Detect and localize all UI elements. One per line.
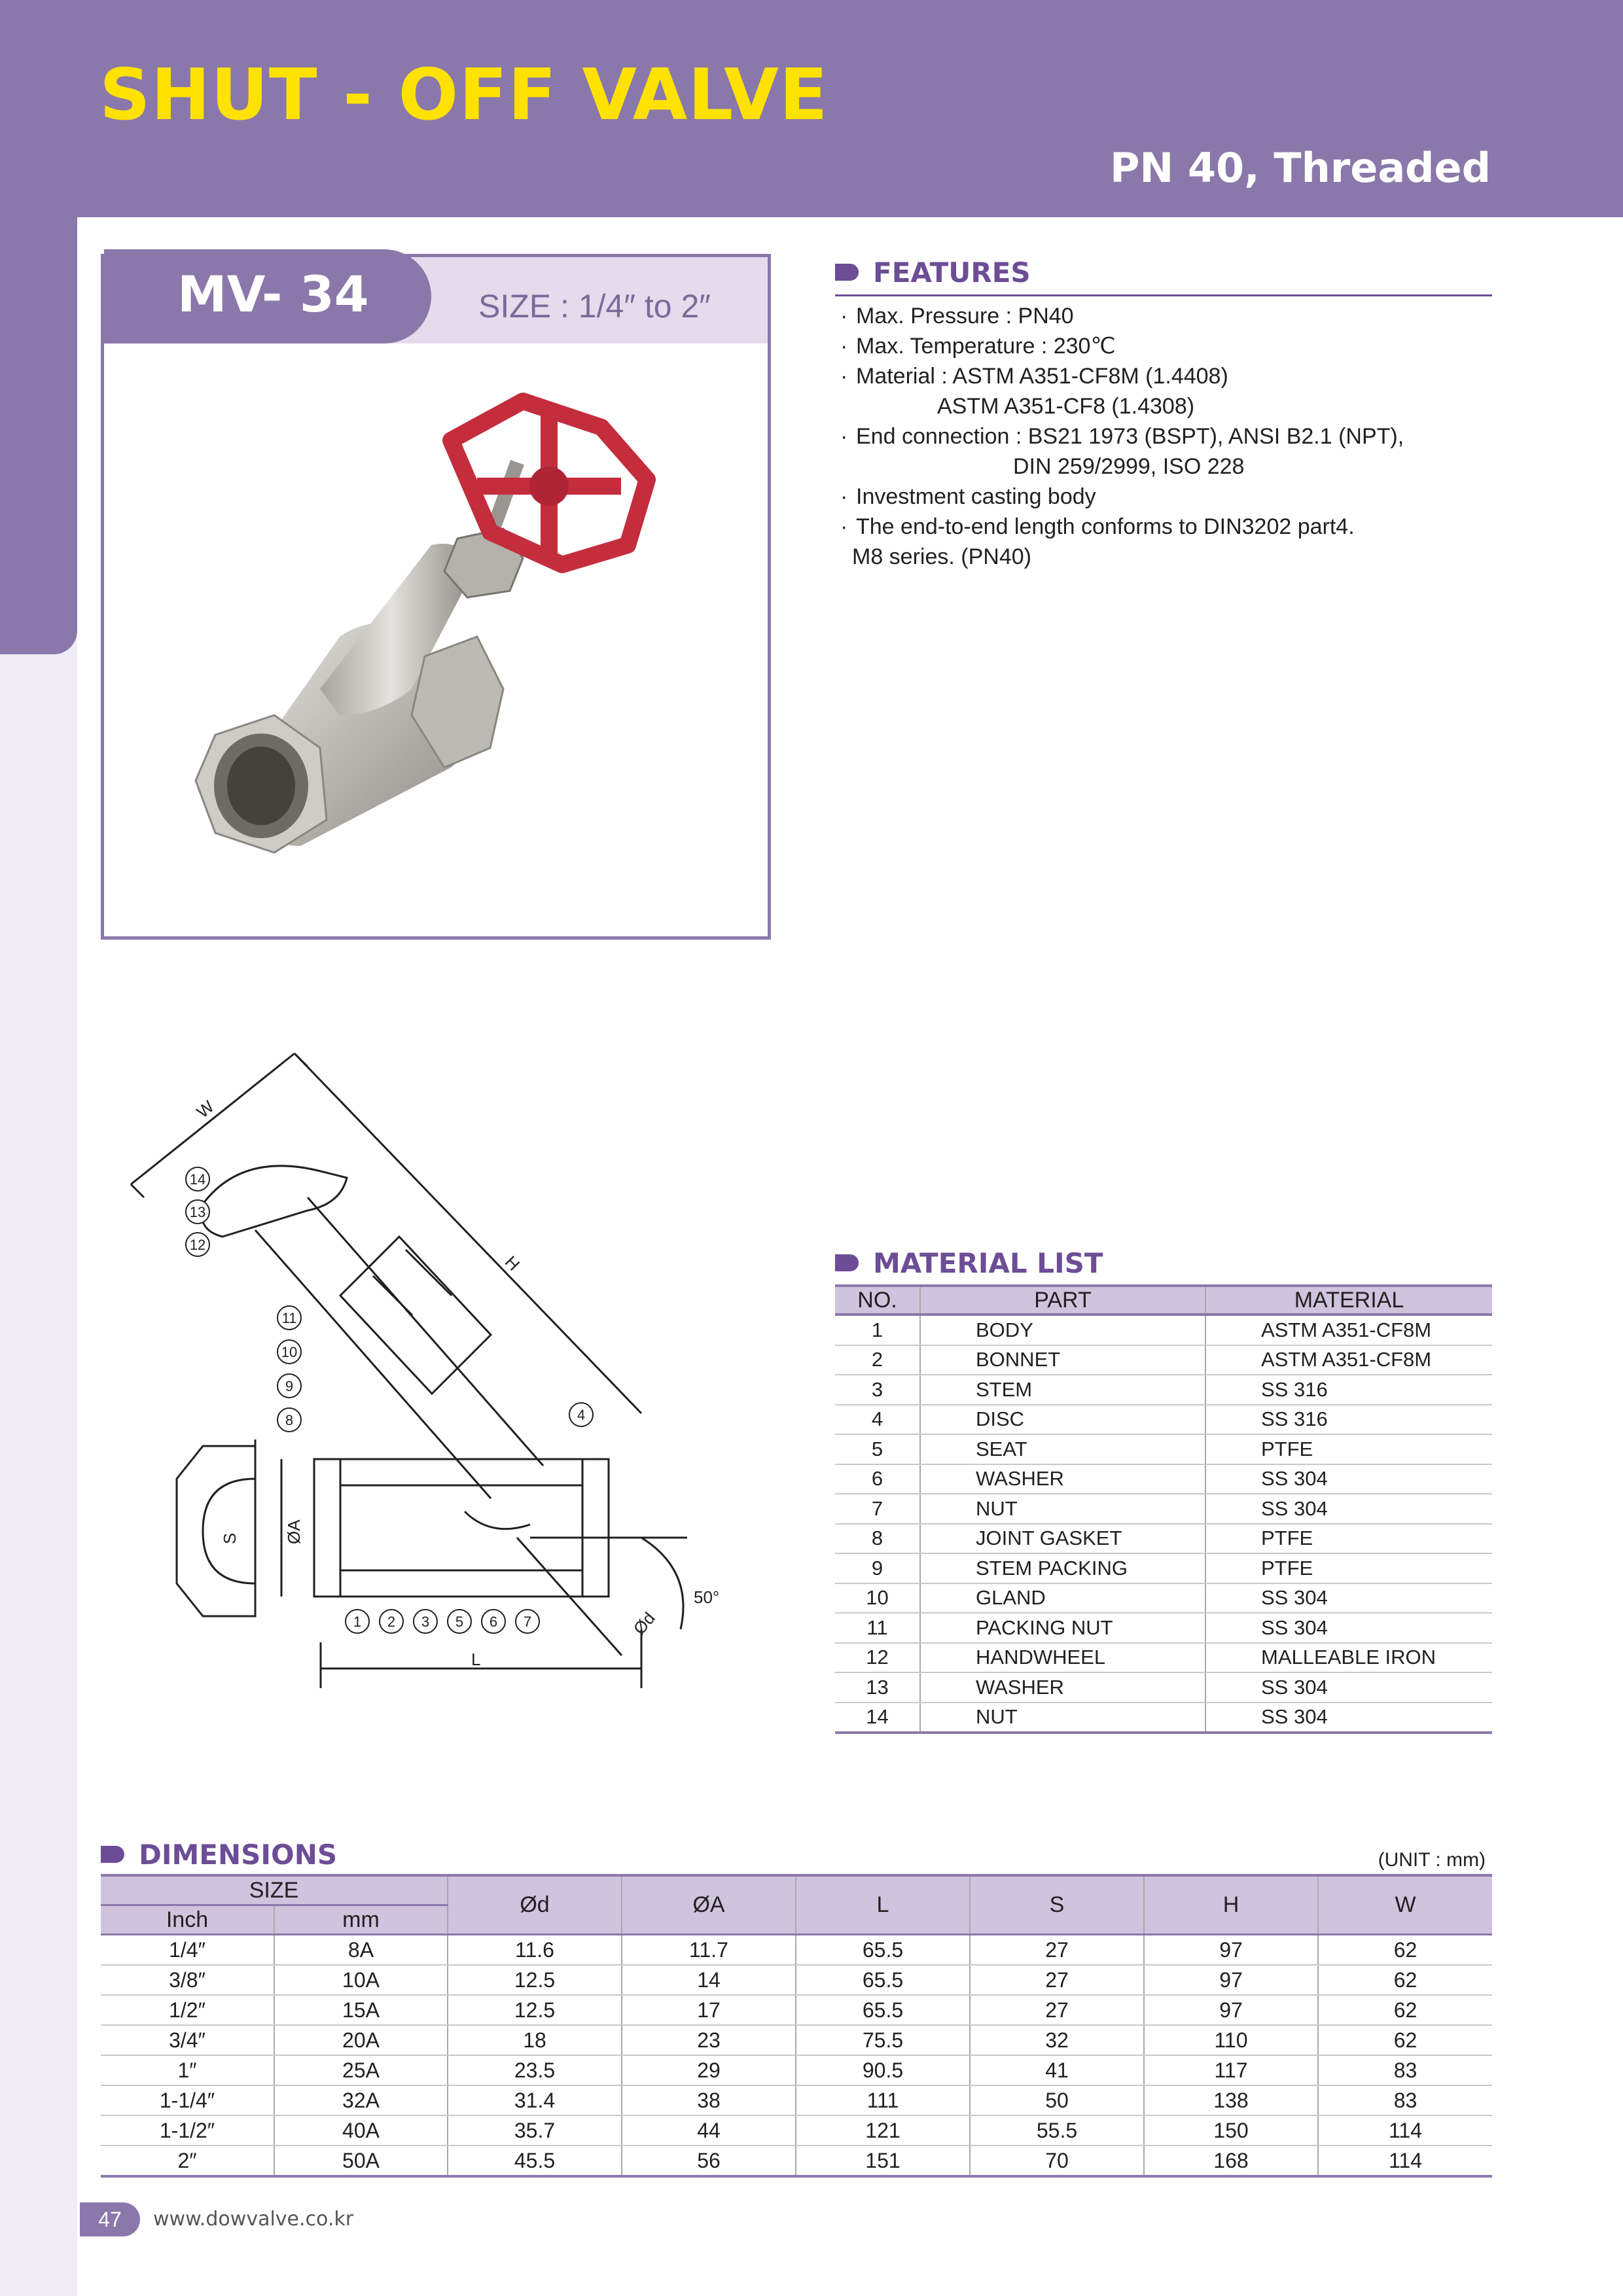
- svg-text:8: 8: [285, 1412, 294, 1428]
- feature-line: · Material : ASTM A351-CF8M (1.4408): [840, 364, 1228, 389]
- material-cell-material: ASTM A351-CF8M: [1205, 1345, 1492, 1375]
- callout-1: [346, 1610, 369, 1633]
- dimension-cell: 27: [970, 1965, 1144, 1995]
- dimension-cell: 151: [796, 2146, 970, 2176]
- dimension-cell: 56: [622, 2146, 796, 2176]
- dimension-cell: 18: [448, 2025, 622, 2055]
- svg-text:11: 11: [281, 1310, 297, 1326]
- material-cell-no: 8: [835, 1524, 920, 1554]
- material-cell-part: BONNET: [920, 1345, 1205, 1375]
- svg-text:9: 9: [285, 1378, 294, 1394]
- svg-text:10: 10: [281, 1344, 298, 1360]
- material-row: [835, 1583, 1492, 1614]
- dimension-cell: 40A: [274, 2115, 448, 2146]
- dim-h-label: H: [501, 1252, 524, 1275]
- material-row: [835, 1672, 1492, 1703]
- dimension-cell: 1/2″: [101, 1995, 274, 2025]
- col-w: W: [1318, 1875, 1492, 1935]
- material-cell-no: 3: [835, 1375, 920, 1405]
- material-row: [835, 1405, 1492, 1435]
- material-cell-no: 1: [835, 1315, 920, 1345]
- callout-10: [277, 1340, 301, 1364]
- dimension-row: [101, 2146, 1492, 2176]
- callout-13: [186, 1200, 209, 1224]
- feature-line: · End connection : BS21 1973 (BSPT), ANSI B2.1 (NPT),: [840, 424, 1404, 449]
- svg-text:14: 14: [189, 1171, 206, 1188]
- dimension-cell: 168: [1144, 2146, 1318, 2176]
- dimension-cell: 32A: [274, 2085, 448, 2115]
- unit-note: (UNIT : mm): [1378, 1849, 1486, 1871]
- feature-line: DIN 259/2999, ISO 228: [1013, 454, 1245, 479]
- svg-text:13: 13: [189, 1204, 206, 1220]
- material-cell-material: MALLEABLE IRON: [1205, 1643, 1492, 1673]
- dim-s-label: S: [220, 1532, 240, 1544]
- section-bullet-icon: [835, 1254, 859, 1271]
- material-cell-part: STEM PACKING: [920, 1553, 1205, 1583]
- dimension-cell: 29: [622, 2055, 796, 2085]
- dimension-cell: 62: [1318, 1935, 1492, 1966]
- website-url: www.dowvalve.co.kr: [153, 2208, 354, 2231]
- dimension-cell: 17: [622, 1995, 796, 2025]
- material-cell-no: 11: [835, 1613, 920, 1643]
- dimension-cell: 3/8″: [101, 1965, 274, 1995]
- dim-angle-label: 50°: [694, 1587, 720, 1607]
- model-pill: [104, 249, 431, 344]
- material-cell-part: NUT: [920, 1494, 1205, 1524]
- dimension-cell: 55.5: [970, 2115, 1144, 2146]
- dimension-cell: 1-1/4″: [101, 2085, 274, 2115]
- material-cell-no: 13: [835, 1672, 920, 1703]
- col-a: ØA: [622, 1875, 796, 1935]
- dimension-cell: 35.7: [448, 2115, 622, 2146]
- material-cell-material: SS 304: [1205, 1613, 1492, 1643]
- material-table: [835, 1284, 1492, 1734]
- material-row: [835, 1315, 1492, 1345]
- dimension-cell: 1-1/2″: [101, 2115, 274, 2146]
- dim-d-label: Ød: [629, 1608, 659, 1638]
- material-list-heading: MATERIAL LIST: [835, 1247, 1103, 1279]
- svg-text:7: 7: [523, 1614, 532, 1630]
- dimension-cell: 121: [796, 2115, 970, 2146]
- material-cell-material: SS 304: [1205, 1583, 1492, 1614]
- material-cell-part: WASHER: [920, 1672, 1205, 1703]
- col-inch: Inch: [101, 1905, 274, 1935]
- dimension-cell: 45.5: [448, 2146, 622, 2176]
- material-cell-part: GLAND: [920, 1583, 1205, 1614]
- material-cell-no: 2: [835, 1345, 920, 1375]
- dimension-cell: 27: [970, 1995, 1144, 2025]
- dimension-cell: 14: [622, 1965, 796, 1995]
- dimension-cell: 23: [622, 2025, 796, 2055]
- material-row: [835, 1703, 1492, 1733]
- material-cell-part: WASHER: [920, 1464, 1205, 1494]
- dimension-cell: 150: [1144, 2115, 1318, 2146]
- dimension-cell: 20A: [274, 2025, 448, 2055]
- dim-l-label: L: [471, 1650, 481, 1669]
- dimension-cell: 114: [1318, 2146, 1492, 2176]
- dimension-cell: 23.5: [448, 2055, 622, 2085]
- material-cell-part: SEAT: [920, 1434, 1205, 1464]
- material-cell-part: NUT: [920, 1703, 1205, 1733]
- dimension-cell: 50: [970, 2085, 1144, 2115]
- dimension-cell: 44: [622, 2115, 796, 2146]
- callout-2: [380, 1610, 403, 1633]
- page-subtitle: PN 40, Threaded: [1109, 144, 1491, 192]
- section-bullet-icon: [835, 264, 859, 281]
- material-row: [835, 1524, 1492, 1554]
- dimension-row: [101, 1935, 1492, 1966]
- material-cell-no: 7: [835, 1494, 920, 1524]
- valve-cross-section-drawing: [124, 1040, 726, 1695]
- dimension-cell: 117: [1144, 2055, 1318, 2085]
- feature-line: · Investment casting body: [840, 484, 1096, 509]
- material-cell-part: PACKING NUT: [920, 1613, 1205, 1643]
- dimension-cell: 31.4: [448, 2085, 622, 2115]
- dimension-cell: 11.6: [448, 1935, 622, 1966]
- material-cell-no: 5: [835, 1434, 920, 1464]
- col-h: H: [1144, 1875, 1318, 1935]
- svg-text:12: 12: [189, 1237, 206, 1253]
- material-cell-material: SS 316: [1205, 1405, 1492, 1435]
- material-cell-no: 14: [835, 1703, 920, 1733]
- dim-a-label: ØA: [284, 1519, 304, 1544]
- dimension-cell: 12.5: [448, 1995, 622, 2025]
- callout-14: [186, 1167, 209, 1191]
- dimension-cell: 75.5: [796, 2025, 970, 2055]
- dimension-cell: 8A: [274, 1935, 448, 1966]
- material-row: [835, 1345, 1492, 1375]
- dimension-cell: 70: [970, 2146, 1144, 2176]
- material-table-header: [835, 1286, 1492, 1315]
- material-cell-part: DISC: [920, 1405, 1205, 1435]
- material-cell-no: 9: [835, 1553, 920, 1583]
- dimension-cell: 97: [1144, 1995, 1318, 2025]
- dimension-cell: 62: [1318, 1995, 1492, 2025]
- dimension-cell: 41: [970, 2055, 1144, 2085]
- callout-11: [277, 1306, 301, 1330]
- features-heading: FEATURES: [835, 256, 1031, 289]
- svg-text:1: 1: [353, 1614, 362, 1630]
- material-cell-no: 6: [835, 1464, 920, 1494]
- col-part: PART: [920, 1286, 1205, 1315]
- col-size: SIZE: [101, 1875, 448, 1905]
- material-cell-material: SS 316: [1205, 1375, 1492, 1405]
- dimension-cell: 83: [1318, 2055, 1492, 2085]
- feature-line: · Max. Temperature : 230℃: [840, 334, 1116, 359]
- material-cell-no: 4: [835, 1405, 920, 1435]
- dimension-cell: 138: [1144, 2085, 1318, 2115]
- material-cell-material: SS 304: [1205, 1464, 1492, 1494]
- dimension-row: [101, 2025, 1492, 2055]
- page-number: 47: [80, 2202, 140, 2236]
- material-row: [835, 1643, 1492, 1673]
- dimension-cell: 12.5: [448, 1965, 622, 1995]
- dimension-row: [101, 2055, 1492, 2085]
- model-number: MV- 34: [177, 265, 369, 323]
- features-rule: [835, 294, 1492, 296]
- section-bullet-icon: [101, 1846, 124, 1863]
- material-cell-material: PTFE: [1205, 1553, 1492, 1583]
- material-cell-material: PTFE: [1205, 1524, 1492, 1554]
- material-cell-part: BODY: [920, 1315, 1205, 1345]
- dimension-row: [101, 1965, 1492, 1995]
- dimension-cell: 10A: [274, 1965, 448, 1995]
- material-row: [835, 1375, 1492, 1405]
- callout-3: [414, 1610, 437, 1633]
- dimension-cell: 83: [1318, 2085, 1492, 2115]
- dimension-cell: 65.5: [796, 1995, 970, 2025]
- dimension-cell: 97: [1144, 1965, 1318, 1995]
- dimension-cell: 27: [970, 1935, 1144, 1966]
- col-no: NO.: [835, 1286, 920, 1315]
- material-row: [835, 1613, 1492, 1643]
- svg-text:4: 4: [577, 1407, 586, 1423]
- callout-7: [516, 1610, 539, 1633]
- dimension-cell: 114: [1318, 2115, 1492, 2146]
- material-cell-material: SS 304: [1205, 1703, 1492, 1733]
- feature-line: · The end-to-end length conforms to DIN3202 part4.: [840, 514, 1355, 539]
- material-row: [835, 1553, 1492, 1583]
- dimension-cell: 62: [1318, 1965, 1492, 1995]
- dimension-cell: 110: [1144, 2025, 1318, 2055]
- dimension-row: [101, 1995, 1492, 2025]
- svg-text:6: 6: [489, 1614, 498, 1630]
- svg-text:3: 3: [421, 1614, 430, 1630]
- svg-text:5: 5: [455, 1614, 464, 1630]
- dimension-cell: 15A: [274, 1995, 448, 2025]
- material-cell-part: JOINT GASKET: [920, 1524, 1205, 1554]
- product-box: [101, 254, 771, 940]
- svg-text:2: 2: [387, 1614, 396, 1630]
- dimension-cell: 90.5: [796, 2055, 970, 2085]
- dimension-cell: 2″: [101, 2146, 274, 2176]
- material-cell-material: SS 304: [1205, 1672, 1492, 1703]
- dimension-cell: 111: [796, 2085, 970, 2115]
- side-tab: [0, 217, 77, 654]
- callout-9: [277, 1374, 301, 1398]
- dimension-cell: 1/4″: [101, 1935, 274, 1966]
- col-d: Ød: [448, 1875, 622, 1935]
- callout-12: [186, 1233, 209, 1256]
- valve-photo: [104, 349, 768, 938]
- dimension-cell: 25A: [274, 2055, 448, 2085]
- material-row: [835, 1494, 1492, 1524]
- dimension-cell: 38: [622, 2085, 796, 2115]
- col-mm: mm: [274, 1905, 448, 1935]
- dimension-cell: 62: [1318, 2025, 1492, 2055]
- dimension-cell: 65.5: [796, 1935, 970, 1966]
- callout-5: [448, 1610, 471, 1633]
- material-cell-no: 10: [835, 1583, 920, 1614]
- page-title: SHUT - OFF VALVE: [99, 54, 829, 136]
- material-cell-part: STEM: [920, 1375, 1205, 1405]
- callout-6: [482, 1610, 505, 1633]
- dimension-cell: 32: [970, 2025, 1144, 2055]
- material-row: [835, 1434, 1492, 1464]
- size-range: SIZE : 1/4″ to 2″: [478, 288, 711, 325]
- material-cell-part: HANDWHEEL: [920, 1643, 1205, 1673]
- material-cell-material: PTFE: [1205, 1434, 1492, 1464]
- material-cell-no: 12: [835, 1643, 920, 1673]
- dimension-cell: 3/4″: [101, 2025, 274, 2055]
- feature-line: M8 series. (PN40): [852, 544, 1031, 569]
- material-cell-material: SS 304: [1205, 1494, 1492, 1524]
- dimension-row: [101, 2115, 1492, 2146]
- col-l: L: [796, 1875, 970, 1935]
- material-cell-material: ASTM A351-CF8M: [1205, 1315, 1492, 1345]
- dimensions-table: [101, 1874, 1492, 2178]
- col-s: S: [970, 1875, 1144, 1935]
- dimensions-heading: DIMENSIONS: [101, 1839, 337, 1871]
- dimension-cell: 1″: [101, 2055, 274, 2085]
- dimension-cell: 11.7: [622, 1935, 796, 1966]
- dimension-cell: 65.5: [796, 1965, 970, 1995]
- features-list: [840, 301, 1488, 572]
- material-row: [835, 1464, 1492, 1494]
- dimension-cell: 97: [1144, 1935, 1318, 1966]
- callout-8: [277, 1408, 301, 1432]
- feature-line: · Max. Pressure : PN40: [840, 304, 1074, 328]
- dim-w-label: W: [192, 1096, 218, 1122]
- callout-4: [569, 1403, 593, 1426]
- col-material: MATERIAL: [1205, 1286, 1492, 1315]
- dimension-row: [101, 2085, 1492, 2115]
- feature-line: ASTM A351-CF8 (1.4308): [937, 394, 1195, 419]
- dimension-cell: 50A: [274, 2146, 448, 2176]
